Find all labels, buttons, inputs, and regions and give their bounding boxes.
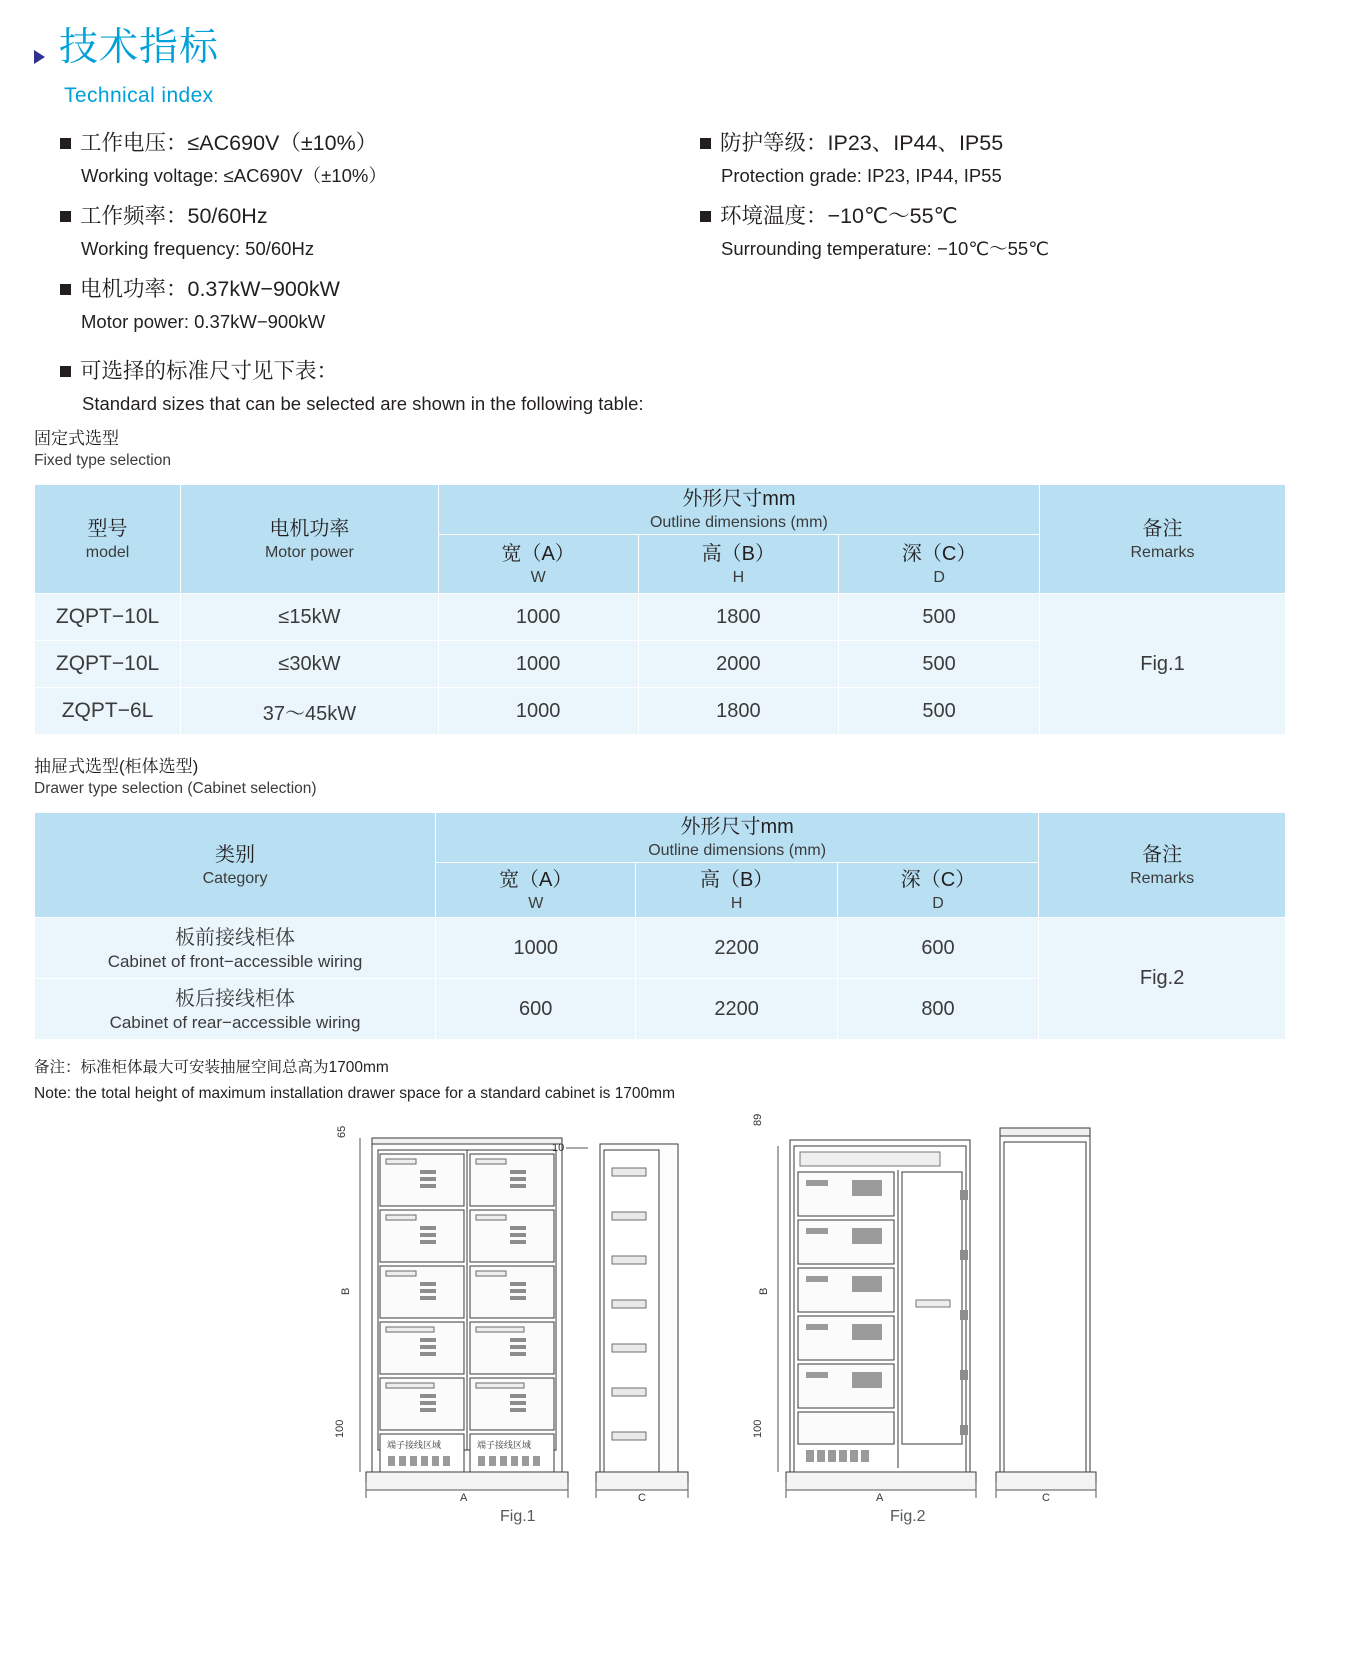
cell-model: ZQPT−10L [35, 641, 181, 688]
fig2-label: Fig.2 [890, 1508, 926, 1525]
title-cn: 技术指标 [59, 26, 220, 69]
th-h-cn: 高（B） [699, 868, 774, 891]
th-category [35, 813, 436, 918]
square-bullet-icon [60, 366, 71, 377]
th-height [636, 863, 837, 918]
th-d-en: D [932, 894, 944, 912]
cell-category-cn: 板前接线柜体 [175, 926, 296, 949]
table2-caption-en: Drawer type selection (Cabinet selection) [34, 780, 317, 797]
th-remark-en: Remarks [1130, 869, 1195, 887]
th-remarks [1039, 813, 1286, 918]
th-remark-cn: 备注 [1142, 517, 1183, 540]
cabinet-drawings [300, 1120, 1300, 1540]
spec-en: Working frequency: 50/60Hz [81, 238, 315, 259]
cell-depth: 800 [837, 979, 1038, 1040]
square-bullet-icon [60, 284, 71, 295]
spec-cn: 防护等级：IP23、IP44、IP55 [720, 131, 1004, 155]
th-depth [839, 535, 1040, 594]
spec-cn: 工作电压：≤AC690V（±10%） [80, 131, 378, 155]
fixed-type-table [34, 484, 1286, 735]
th-h-en: H [732, 568, 745, 586]
dim-100-fig1: 100 [334, 1419, 346, 1438]
spec-column-left [60, 128, 680, 347]
dim-B-fig2: B [758, 1287, 770, 1295]
th-remark-cn: 备注 [1142, 843, 1183, 866]
dim-10: 10 [552, 1142, 565, 1154]
table1-caption [34, 428, 171, 471]
th-w-cn: 宽（A） [499, 868, 573, 891]
spec-en: Working voltage: ≤AC690V（±10%） [81, 165, 387, 186]
spec-en: Motor power: 0.37kW−900kW [81, 311, 326, 332]
page-title [34, 28, 219, 67]
square-bullet-icon [700, 211, 711, 222]
terminal-zone-label-1: 端子接线区域 [387, 1440, 442, 1450]
note-cn: 备注：标准柜体最大可安装抽屉空间总高为1700mm [34, 1059, 389, 1076]
cell-width: 1000 [438, 594, 638, 641]
cell-height: 2200 [636, 979, 837, 1040]
cell-power: ≤15kW [181, 594, 439, 641]
th-d-cn: 深（C） [901, 542, 977, 565]
table-header-row [35, 485, 1286, 535]
cell-depth: 600 [837, 918, 1038, 979]
square-bullet-icon [700, 138, 711, 149]
th-power-en: Motor power [264, 543, 354, 561]
cell-width: 1000 [436, 918, 636, 979]
title-en: Technical index [64, 84, 214, 107]
th-power-cn: 电机功率 [269, 517, 350, 540]
spec-item [60, 274, 680, 336]
cell-width: 1000 [438, 688, 638, 735]
cell-power: ≤30kW [181, 641, 439, 688]
table-row [35, 918, 1286, 979]
th-dim-cn: 外形尺寸mm [680, 816, 794, 838]
th-dim-en: Outline dimensions (mm) [648, 842, 827, 859]
cell-height: 1800 [638, 594, 839, 641]
th-motor-power [181, 485, 439, 594]
terminal-zone-label-2: 端子接线区域 [477, 1440, 532, 1450]
spec-item [700, 201, 1320, 263]
spec-cn: 可选择的标准尺寸见下表： [80, 359, 339, 383]
cell-category-en: Cabinet of rear−accessible wiring [109, 1012, 361, 1032]
th-h-cn: 高（B） [701, 542, 776, 565]
cell-depth: 500 [839, 641, 1040, 688]
spec-cn: 工作频率：50/60Hz [80, 204, 268, 228]
th-depth [837, 863, 1038, 918]
triangle-bullet-icon [34, 50, 45, 64]
th-outline-dimensions [436, 813, 1039, 863]
cell-power: 37～45kW [181, 688, 439, 735]
cell-width: 600 [436, 979, 636, 1040]
th-h-en: H [730, 894, 743, 912]
cell-remark: Fig.1 [1040, 594, 1286, 735]
spec-item [700, 128, 1320, 190]
th-model [35, 485, 181, 594]
cell-category [35, 918, 436, 979]
dim-65: 65 [336, 1125, 348, 1138]
cell-width: 1000 [438, 641, 638, 688]
spec-cn: 环境温度：−10℃～55℃ [720, 204, 958, 228]
cell-model: ZQPT−6L [35, 688, 181, 735]
th-w-en: W [528, 894, 544, 912]
square-bullet-icon [60, 211, 71, 222]
spec-item [60, 128, 680, 190]
th-model-en: model [85, 543, 130, 561]
table1-caption-cn: 固定式选型 [34, 429, 119, 448]
cell-remark: Fig.2 [1039, 918, 1286, 1040]
spec-column-right [700, 128, 1320, 274]
th-dim-en: Outline dimensions (mm) [649, 514, 828, 531]
table-row [35, 594, 1286, 641]
dim-100-fig2: 100 [752, 1419, 764, 1438]
note-en: Note: the total height of maximum installation drawer space for a standard cabinet is 1700mm [34, 1085, 675, 1102]
th-model-cn: 型号 [87, 517, 128, 540]
figure-area [300, 1113, 1300, 1540]
spec-en: Protection grade: IP23, IP44, IP55 [721, 165, 1002, 186]
cell-category-en: Cabinet of front−accessible wiring [107, 951, 363, 971]
th-remarks [1040, 485, 1286, 594]
dim-A-fig2: A [876, 1492, 884, 1504]
cell-model: ZQPT−10L [35, 594, 181, 641]
th-w-cn: 宽（A） [501, 542, 575, 565]
th-outline-dimensions [438, 485, 1039, 535]
dim-A-fig1: A [460, 1492, 468, 1504]
th-width [438, 535, 638, 594]
table1-caption-en: Fixed type selection [34, 452, 171, 469]
th-d-cn: 深（C） [900, 868, 976, 891]
drawer-type-table [34, 812, 1286, 1040]
dim-C-fig1: C [638, 1492, 646, 1504]
th-category-cn: 类别 [215, 843, 256, 866]
th-dim-cn: 外形尺寸mm [682, 488, 796, 510]
cell-height: 2200 [636, 918, 837, 979]
th-category-en: Category [202, 869, 268, 887]
table2-caption [34, 756, 317, 799]
spec-en: Surrounding temperature: −10℃～55℃ [721, 238, 1049, 259]
spec-cn: 电机功率：0.37kW−900kW [80, 277, 340, 301]
square-bullet-icon [60, 138, 71, 149]
dim-B-fig1: B [340, 1287, 352, 1295]
dim-C-fig2: C [1042, 1492, 1050, 1504]
th-d-en: D [933, 568, 945, 586]
cell-category [35, 979, 436, 1040]
th-height [638, 535, 839, 594]
th-w-en: W [530, 568, 546, 586]
cell-depth: 500 [839, 688, 1040, 735]
th-remark-en: Remarks [1130, 543, 1195, 561]
spec-en: Standard sizes that can be selected are shown in the following table: [82, 393, 644, 414]
cell-depth: 500 [839, 594, 1040, 641]
spec-item [60, 201, 680, 263]
cell-height: 1800 [638, 688, 839, 735]
th-width [436, 863, 636, 918]
table-header-row [35, 813, 1286, 863]
table2-caption-cn: 抽屉式选型(柜体选型) [34, 757, 199, 776]
spec-item-full [60, 356, 1320, 418]
cell-height: 2000 [638, 641, 839, 688]
fig1-label: Fig.1 [500, 1508, 536, 1525]
cell-category-cn: 板后接线柜体 [175, 987, 296, 1010]
dim-89: 89 [752, 1113, 764, 1126]
